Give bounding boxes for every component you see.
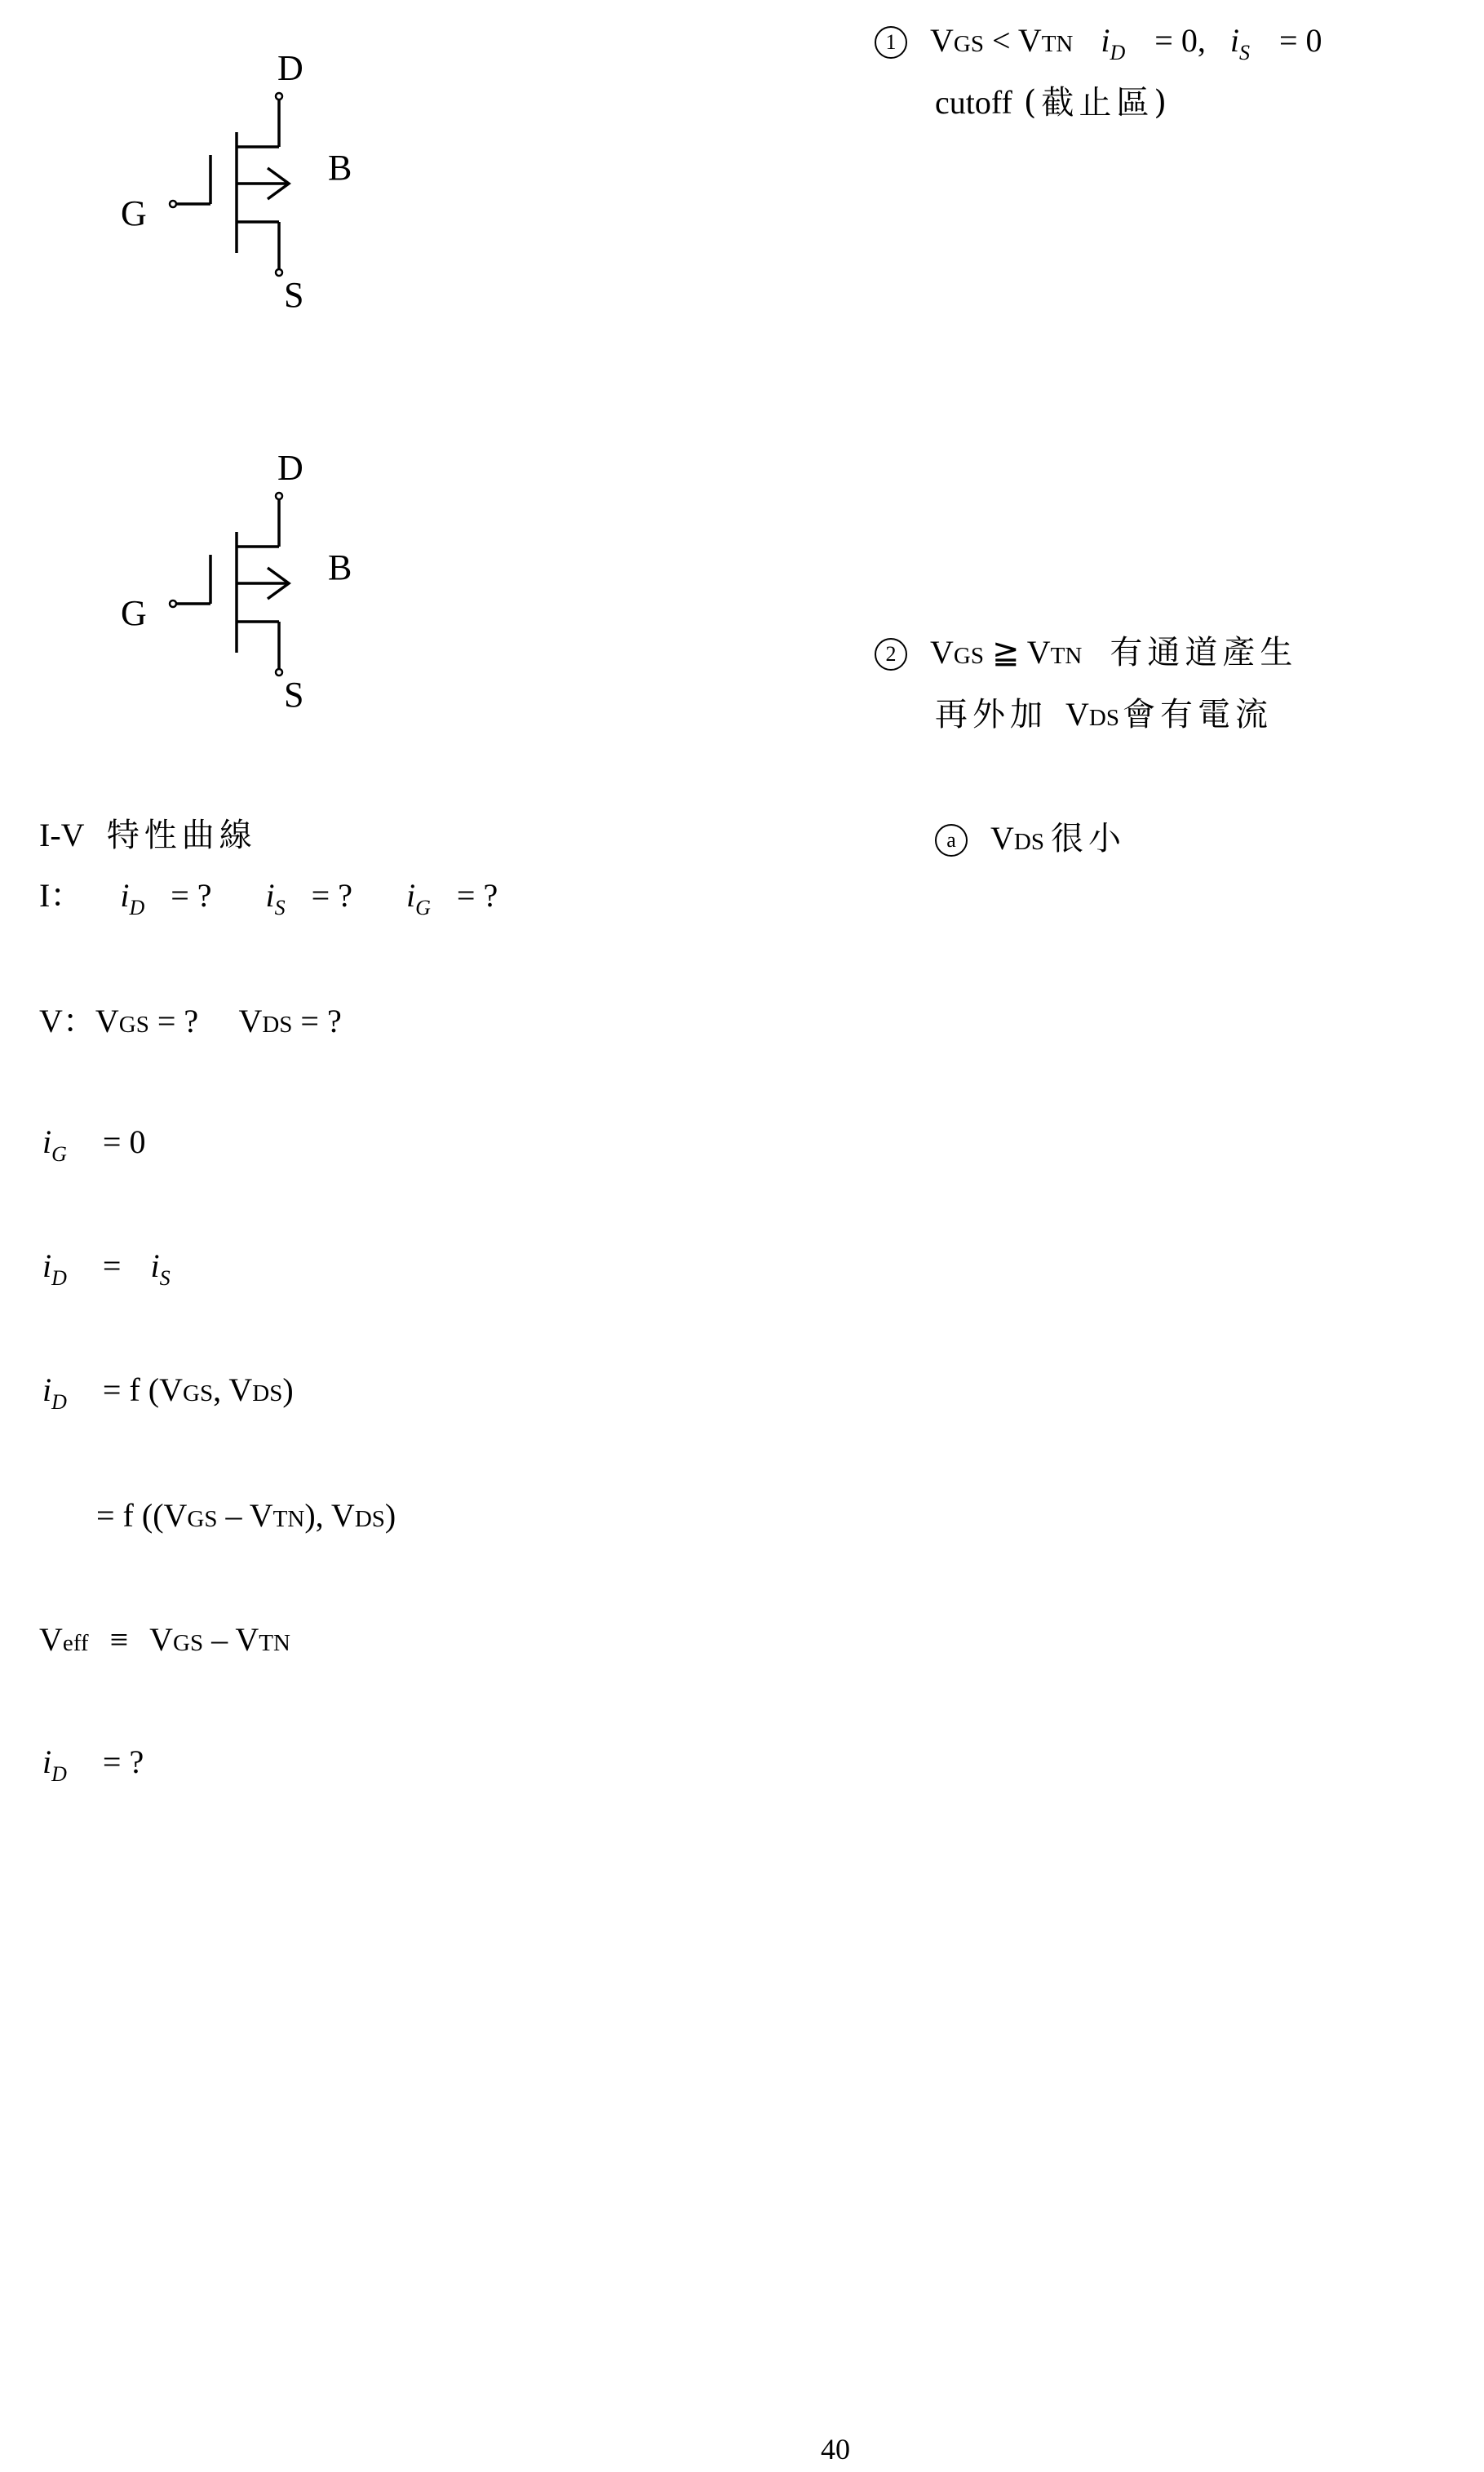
current-label: I： (39, 877, 83, 914)
case2a-cjk: 很小 (1050, 820, 1126, 857)
lt: < (983, 22, 1018, 59)
id-function-equation (42, 1371, 294, 1414)
var-i: i (265, 877, 275, 914)
iv-heading-cjk: 特性曲線 (106, 817, 257, 854)
eq: = (102, 1247, 122, 1284)
eq-q: = ? (311, 877, 352, 914)
eq0b: = 0 (1278, 22, 1322, 59)
eq0a: = 0, (1154, 22, 1206, 59)
var-i: i (42, 1247, 52, 1284)
eff-sub: eff (62, 1630, 89, 1656)
var-i: i (405, 877, 416, 914)
ds-sub: DS (252, 1380, 283, 1407)
eq-q: = ? (171, 877, 212, 914)
eq-q: = ? (300, 1003, 342, 1039)
v: V (1026, 634, 1051, 671)
f-rhs: = f (V (102, 1371, 183, 1408)
f2-lhs: = f ((V (96, 1497, 188, 1534)
tn-sub: TN (1041, 31, 1074, 57)
cutoff-cjk: (截止區) (1023, 84, 1172, 122)
case1-cutoff-label (935, 84, 1172, 122)
circled-number-2: 2 (875, 638, 907, 671)
ds-sub: DS (1013, 829, 1044, 855)
tn-sub: TN (272, 1506, 305, 1532)
sub-s: S (159, 1266, 171, 1290)
case2-cjk-line2b: 會有電流 (1122, 696, 1273, 733)
sub-d: D (51, 1390, 67, 1414)
gate-label: G (121, 593, 147, 633)
id-equals-is-equation (42, 1247, 171, 1290)
voltage-question-line (39, 1005, 342, 1038)
iv-heading (39, 819, 257, 852)
ds-sub: DS (262, 1012, 293, 1038)
case1-condition (875, 24, 1322, 64)
veff-definition (39, 1621, 290, 1658)
iv-heading-latin: I-V (39, 817, 84, 853)
eq-q: = ? (157, 1003, 199, 1039)
drain-label: D (277, 448, 303, 488)
v: V (95, 1003, 119, 1039)
circled-number-1: 1 (875, 26, 907, 59)
equiv: ≡ (101, 1621, 137, 1658)
case2-condition (875, 636, 1297, 671)
var-i: i (1229, 22, 1239, 59)
var-i: i (1101, 22, 1110, 59)
case2-cjk-line2a: 再外加 (935, 696, 1048, 733)
sub-d: D (51, 1266, 67, 1290)
var-i: i (42, 1371, 52, 1408)
body-label: B (328, 148, 352, 188)
sub-g: G (415, 896, 431, 919)
gs-sub: GS (118, 1012, 149, 1038)
circled-letter-a: a (935, 824, 968, 857)
sub-d: D (51, 1762, 67, 1786)
mosfet-symbol-depletion (114, 432, 375, 726)
minus-v: – V (203, 1621, 259, 1658)
ig-equation (42, 1123, 146, 1166)
mosfet-symbol-enhancement (114, 33, 375, 326)
current-question-line (39, 879, 498, 919)
body-label: B (328, 547, 352, 587)
cutoff-text: cutoff (935, 84, 1012, 121)
source-label: S (284, 275, 304, 315)
id-function-veff-equation (96, 1497, 396, 1534)
var-i: i (120, 877, 130, 914)
v: V (990, 820, 1014, 857)
v: V (149, 1621, 174, 1658)
ig-rhs: = 0 (102, 1123, 146, 1160)
var-i: i (150, 1247, 160, 1284)
mid: ), V (304, 1497, 355, 1534)
drain-label: D (277, 48, 303, 88)
paren: ) (384, 1497, 396, 1534)
gs-sub: GS (183, 1380, 214, 1407)
case2-second-line (935, 698, 1273, 731)
geq: ≧ (983, 634, 1027, 671)
v: V (930, 634, 954, 671)
sub-s: S (1238, 41, 1250, 64)
tn-sub: TN (1050, 643, 1083, 669)
gs-sub: GS (953, 643, 984, 669)
page-number: 40 (821, 2433, 850, 2465)
id-q-rhs: = ? (102, 1743, 144, 1780)
v: V (39, 1621, 63, 1658)
v: V (930, 22, 954, 59)
ds-sub: DS (1088, 705, 1119, 731)
gs-sub: GS (187, 1506, 218, 1532)
comma-v: , V (213, 1371, 253, 1408)
gs-sub: GS (953, 31, 984, 57)
paren: ) (282, 1371, 294, 1408)
sub-d: D (1110, 41, 1126, 64)
case2a-vds-small (935, 822, 1126, 857)
tn-sub: TN (259, 1630, 290, 1656)
sub-s: S (274, 896, 286, 919)
minus-v: – V (217, 1497, 273, 1534)
sub-g: G (51, 1142, 67, 1166)
v: V (1017, 22, 1042, 59)
var-i: i (42, 1743, 52, 1780)
eq-q: = ? (456, 877, 498, 914)
voltage-label: V： (39, 1003, 95, 1039)
ds-sub: DS (354, 1506, 385, 1532)
v: V (238, 1003, 263, 1039)
id-question (42, 1743, 144, 1786)
var-i: i (42, 1123, 52, 1160)
v: V (1065, 696, 1089, 733)
sub-d: D (129, 896, 145, 919)
source-label: S (284, 675, 304, 715)
gate-label: G (121, 193, 147, 233)
case2-cjk-line1: 有通道產生 (1110, 634, 1298, 671)
gs-sub: GS (173, 1630, 204, 1656)
